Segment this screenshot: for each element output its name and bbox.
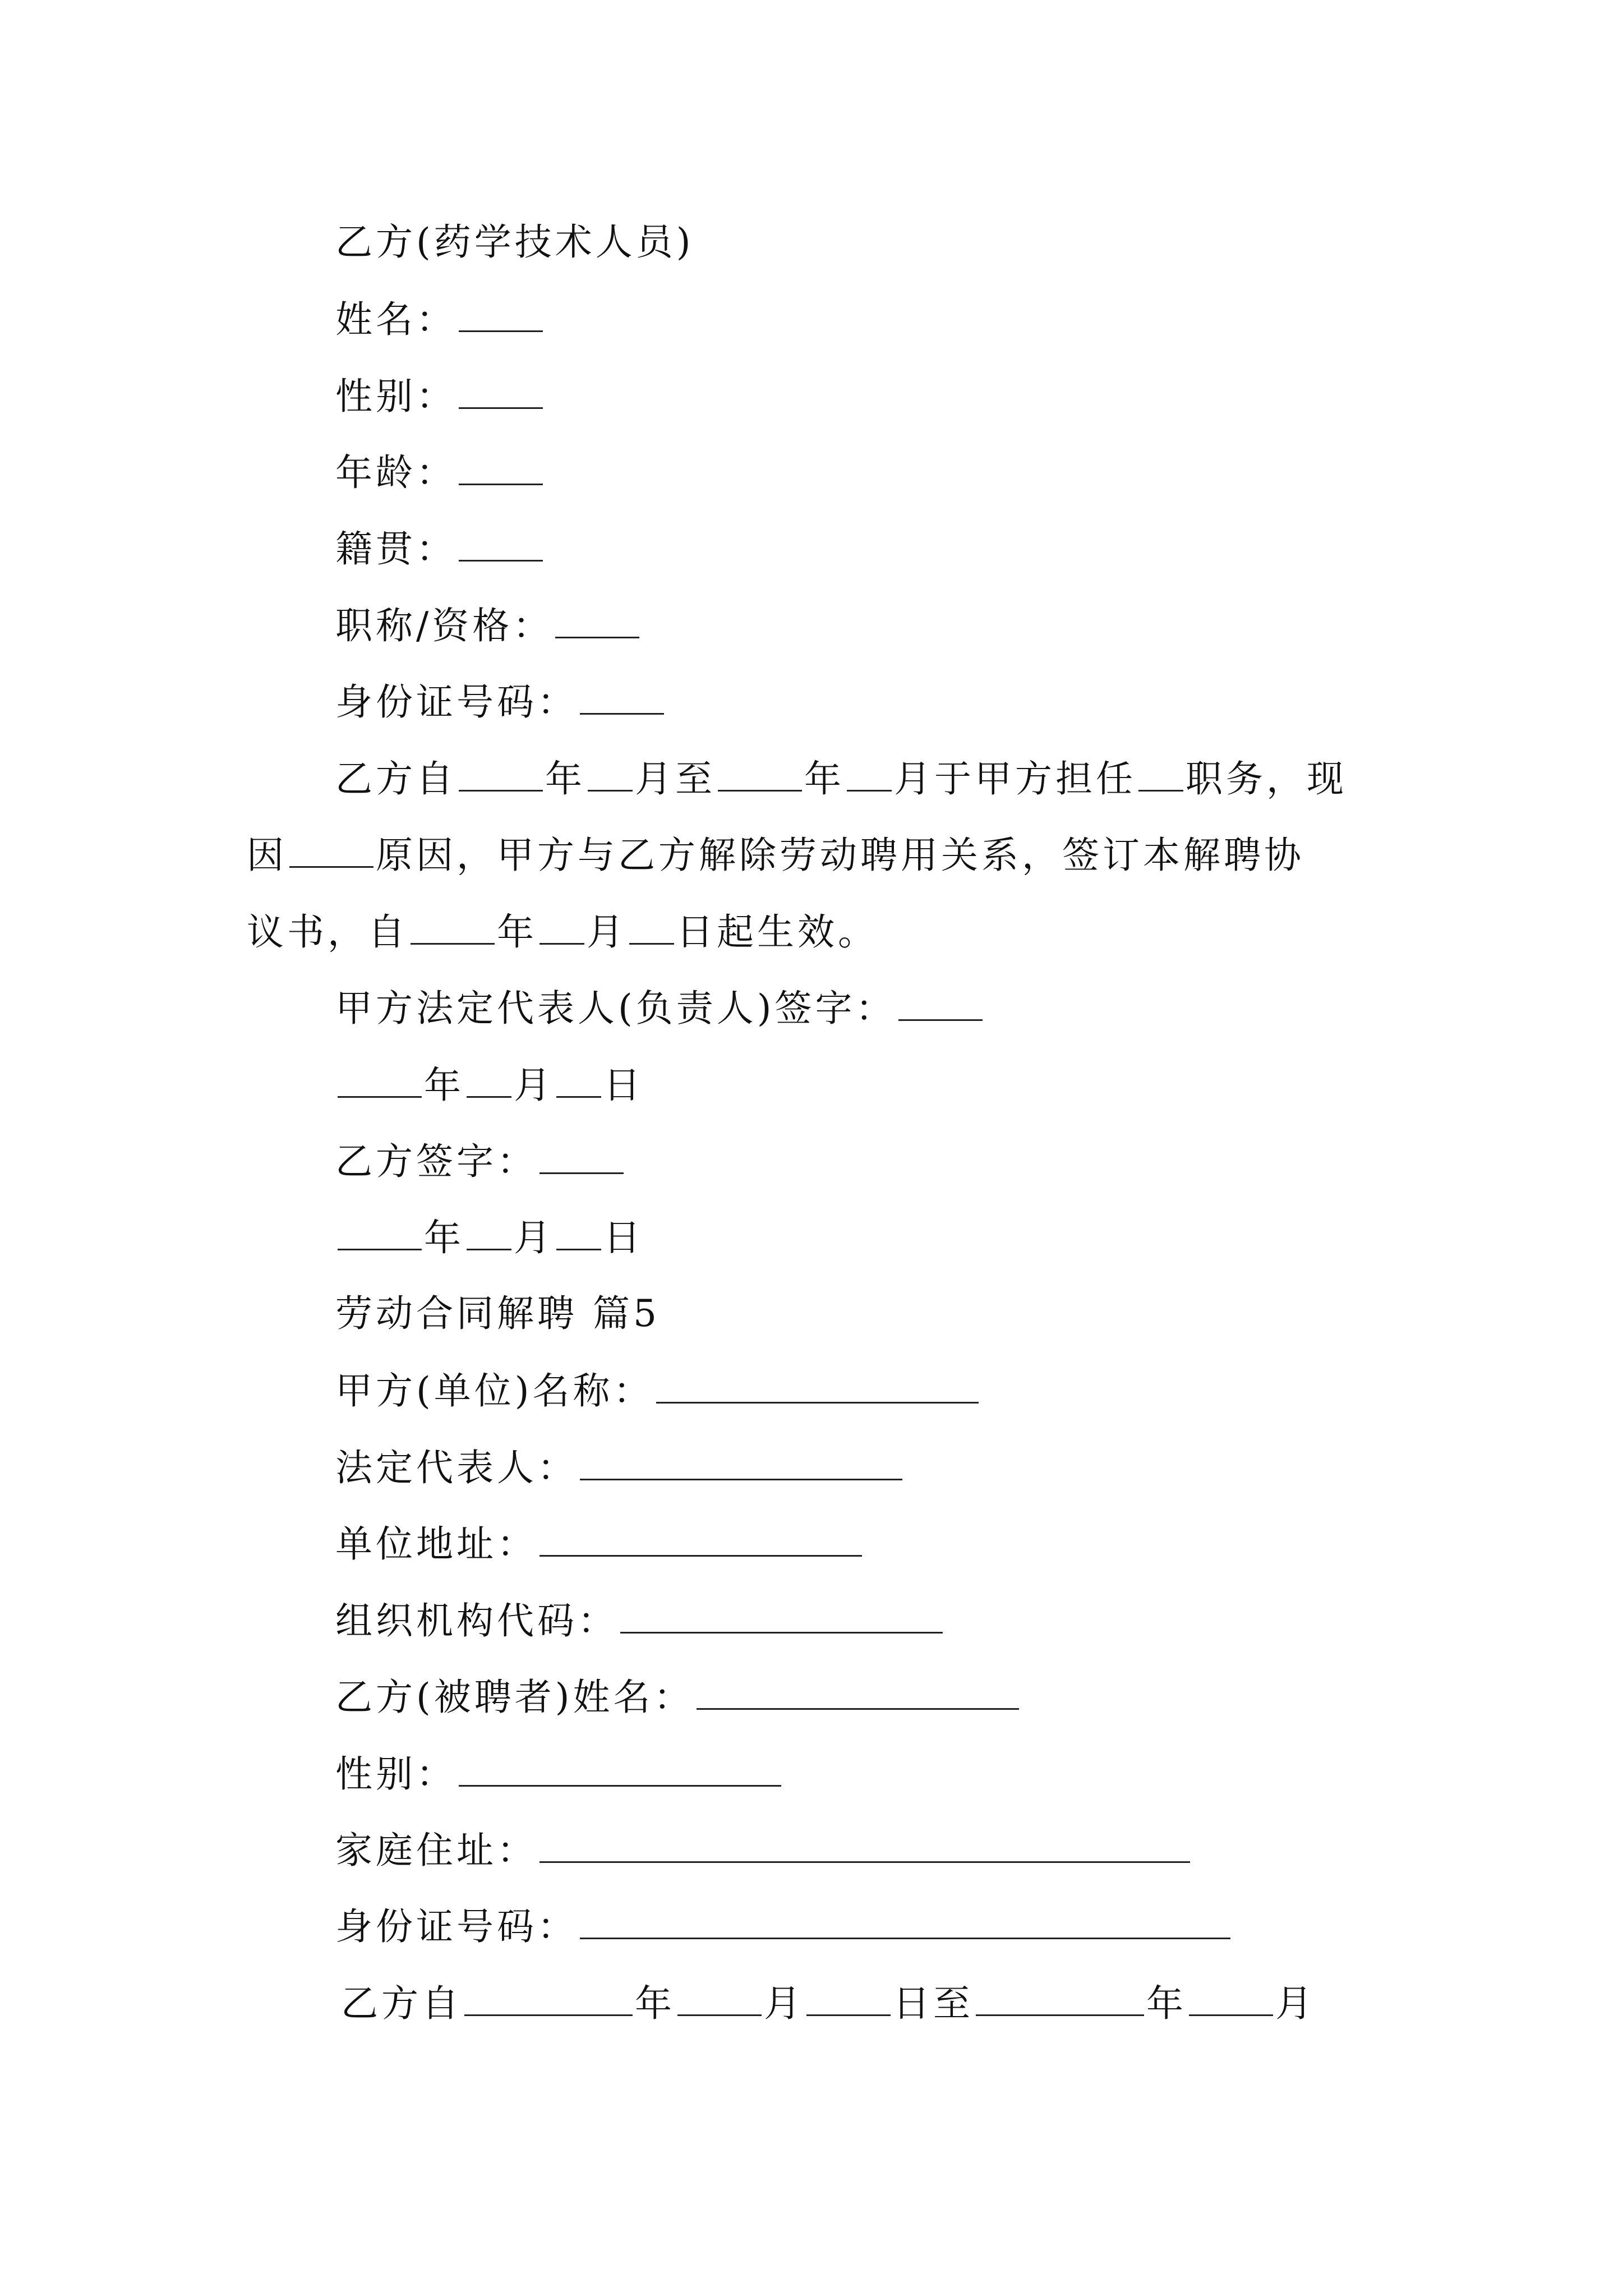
employee-name-field: 乙方(被聘者)姓名：	[335, 1671, 1021, 1723]
blank-line	[289, 829, 374, 868]
blank-line	[459, 447, 543, 485]
date-line-1: 年 月 日	[335, 1059, 644, 1111]
blank-line	[467, 1212, 511, 1250]
blank-line	[898, 982, 983, 1021]
blank-line	[1138, 753, 1183, 792]
blank-line	[580, 676, 664, 715]
blank-line	[697, 1671, 1019, 1710]
hometown-field: 籍贯：	[335, 523, 545, 574]
party-b-title: 乙方(药学技术人员)	[335, 220, 694, 264]
address-field: 单位地址：	[335, 1518, 864, 1570]
title-qualification-field: 职称/资格：	[335, 600, 642, 651]
paragraph-line-1: 乙方自 年 月至 年 月于甲方担任 职务，现	[335, 753, 1347, 804]
blank-line	[620, 1595, 943, 1634]
blank-line	[556, 1212, 601, 1250]
blank-line	[1189, 1977, 1273, 2016]
blank-line	[467, 1059, 511, 1098]
blank-line	[459, 293, 543, 332]
employee-gender-field: 性别：	[335, 1748, 783, 1800]
employee-id-field: 身份证号码：	[335, 1901, 1233, 1952]
blank-line	[555, 600, 639, 638]
party-a-signature: 甲方法定代表人(负责人)签字：	[335, 982, 985, 1034]
org-code-field: 组织机构代码：	[335, 1595, 945, 1646]
blank-line	[459, 1748, 781, 1787]
blank-line	[464, 1977, 633, 2016]
gender-field: 性别：	[335, 370, 545, 422]
blank-line	[718, 753, 802, 792]
blank-line	[556, 1059, 601, 1098]
blank-line	[580, 1442, 902, 1480]
blank-line	[459, 523, 543, 562]
blank-line	[540, 906, 584, 945]
blank-line	[588, 753, 633, 792]
blank-line	[540, 1135, 624, 1174]
blank-line	[338, 1212, 422, 1250]
blank-line	[677, 1977, 762, 2016]
blank-line	[540, 1518, 862, 1557]
blank-line	[976, 1977, 1144, 2016]
home-address-field: 家庭住址：	[335, 1824, 1192, 1876]
blank-line	[580, 1901, 1230, 1939]
blank-line	[411, 906, 495, 945]
blank-line	[629, 906, 674, 945]
name-field: 姓名：	[335, 293, 545, 345]
blank-line	[540, 1824, 1190, 1863]
paragraph-line-2: 因 原因，甲方与乙方解除劳动聘用关系，签订本解聘协	[247, 829, 1304, 881]
blank-line	[338, 1059, 422, 1098]
section-heading: 劳动合同解聘 篇5	[335, 1292, 660, 1335]
blank-line	[459, 753, 543, 792]
term-line: 乙方自 年 月 日至 年 月	[341, 1977, 1316, 2029]
blank-line	[656, 1365, 979, 1404]
paragraph-line-3: 议书，自 年 月 日起生效。	[247, 906, 878, 958]
legal-rep-field: 法定代表人：	[335, 1442, 905, 1493]
party-a-name-field: 甲方(单位)名称：	[335, 1365, 981, 1416]
id-number-field: 身份证号码：	[335, 676, 666, 728]
blank-line	[847, 753, 892, 792]
blank-line	[806, 1977, 891, 2016]
blank-line	[459, 370, 543, 409]
party-b-signature: 乙方签字：	[335, 1135, 626, 1187]
date-line-2: 年 月 日	[335, 1212, 644, 1263]
age-field: 年龄：	[335, 447, 545, 498]
